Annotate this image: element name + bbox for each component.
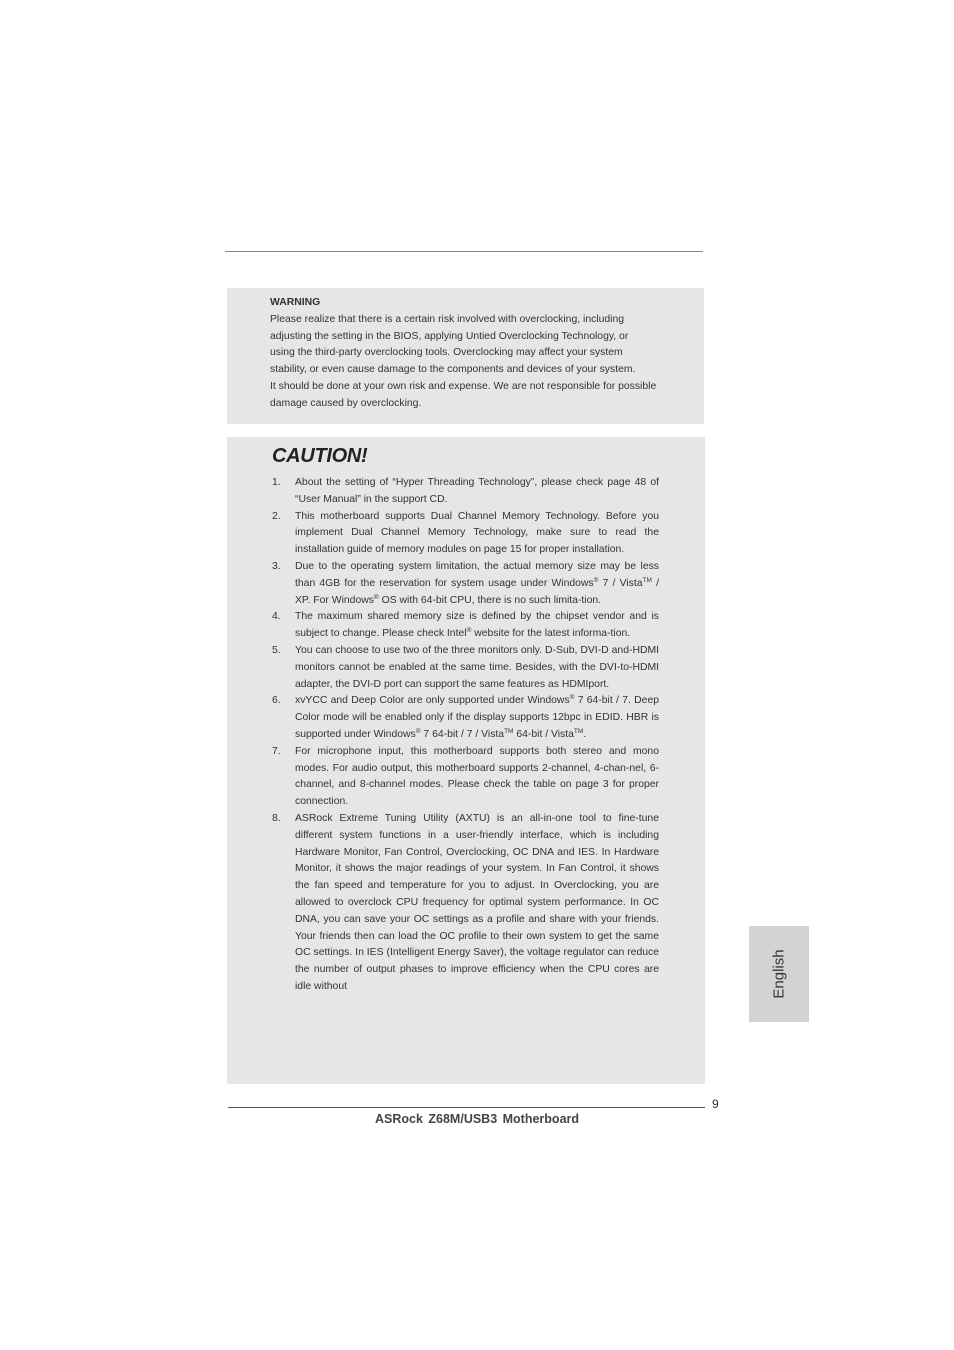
footer-divider (228, 1107, 705, 1108)
item-number: 4. (272, 611, 281, 623)
item-number: 6. (272, 695, 281, 707)
caution-item (271, 811, 659, 996)
item-number: 7. (272, 745, 281, 757)
caution-item (271, 744, 659, 811)
top-divider (225, 251, 703, 252)
caution-list (271, 475, 659, 996)
caution-item (271, 693, 659, 743)
item-text: ASRock Extreme Tuning Utility (AXTU) is an all-in-one tool to fine-tune different system functions in a user-friendly interface, which is including Hardware Monitor, Fan Control, Overclocking, OC DNA and IES. In Hardware Monitor, it shows the major readings of your system. In Fan Control, it shows the fan speed and temperature for you to adjust. In Overclocking, you are allowed to overclock CPU frequency for optimal system performance. In OC DNA, you can save your OC settings as a profile and share with your friends. Your friends then can load the OC profile to their own system to get the same OC settings. In IES (Intelligent Energy Saver), the voltage regulator can reduce the number of output phases to improve efficiency when the CPU cores are idle without (295, 812, 659, 992)
item-number: 8. (272, 812, 281, 824)
caution-title: CAUTION! (272, 445, 368, 467)
caution-box (227, 437, 705, 1084)
warning-line: damage caused by overclocking. (270, 397, 422, 409)
item-text: The maximum shared memory size is defined by the chipset vendor and is subject to change. Please check Intel® website for the latest informa-tion. (295, 611, 659, 640)
item-number: 3. (272, 560, 281, 572)
warning-line: stability, or even cause damage to the components and devices of your system. (270, 364, 636, 376)
footer-title: ASRock Z68M/USB3 Motherboard (374, 1112, 580, 1126)
item-number: 5. (272, 644, 281, 656)
page-number: 9 (712, 1097, 719, 1111)
item-number: 2. (272, 510, 281, 522)
item-text: For microphone input, this motherboard supports both stereo and mono modes. For audio output, this motherboard supports 2-channel, 4-chan-nel, 6-channel, and 8-channel modes. Please check the table on page 3 for proper connection. (295, 745, 659, 808)
item-text: About the setting of “Hyper Threading Technology”, please check page 48 of “User Manual” in the support CD. (295, 477, 659, 505)
item-text: This motherboard supports Dual Channel Memory Technology. Before you implement Dual Channel Memory Technology, make sure to read the installation guide of memory modules on page 15 for proper installation. (295, 510, 659, 556)
warning-line: adjusting the setting in the BIOS, applying Untied Overclocking Technology, or (270, 330, 629, 342)
caution-item (271, 643, 659, 693)
item-text: xvYCC and Deep Color are only supported under Windows® 7 64-bit / 7. Deep Color mode will be enabled only if the display supports 12bpc in EDID. HBR is supported under Windows® 7 64-bit / 7 / Vista™ 64-bit / Vista™. (295, 694, 659, 740)
item-number: 1. (272, 477, 281, 488)
item-text: You can choose to use two of the three monitors only. D-Sub, DVI-D and-HDMI monitors cannot be enabled at the same time. Besides, with the DVI-to-HDMI adapter, the DVI-D port can support the same features as HDMIport. (295, 644, 659, 690)
warning-box (227, 288, 704, 424)
item-text: Due to the operating system limitation, the actual memory size may be less than 4GB for the reservation for system usage under Windows® 7 / Vista™ / XP. For Windows® OS with 64-bit CPU, there is no such limita-tion. (295, 560, 659, 606)
warning-title: WARNING (270, 297, 321, 308)
caution-item (271, 475, 659, 509)
warning-line: Please realize that there is a certain risk involved with overclocking, including (270, 313, 625, 325)
caution-item (271, 559, 659, 609)
caution-item (271, 609, 659, 643)
language-tab (749, 926, 809, 1022)
caution-item (271, 509, 659, 559)
warning-line: using the third-party overclocking tools. Overclocking may affect your system (270, 347, 623, 359)
warning-line: It should be done at your own risk and expense. We are not responsible for possible (270, 380, 657, 392)
language-label: English (770, 949, 788, 999)
